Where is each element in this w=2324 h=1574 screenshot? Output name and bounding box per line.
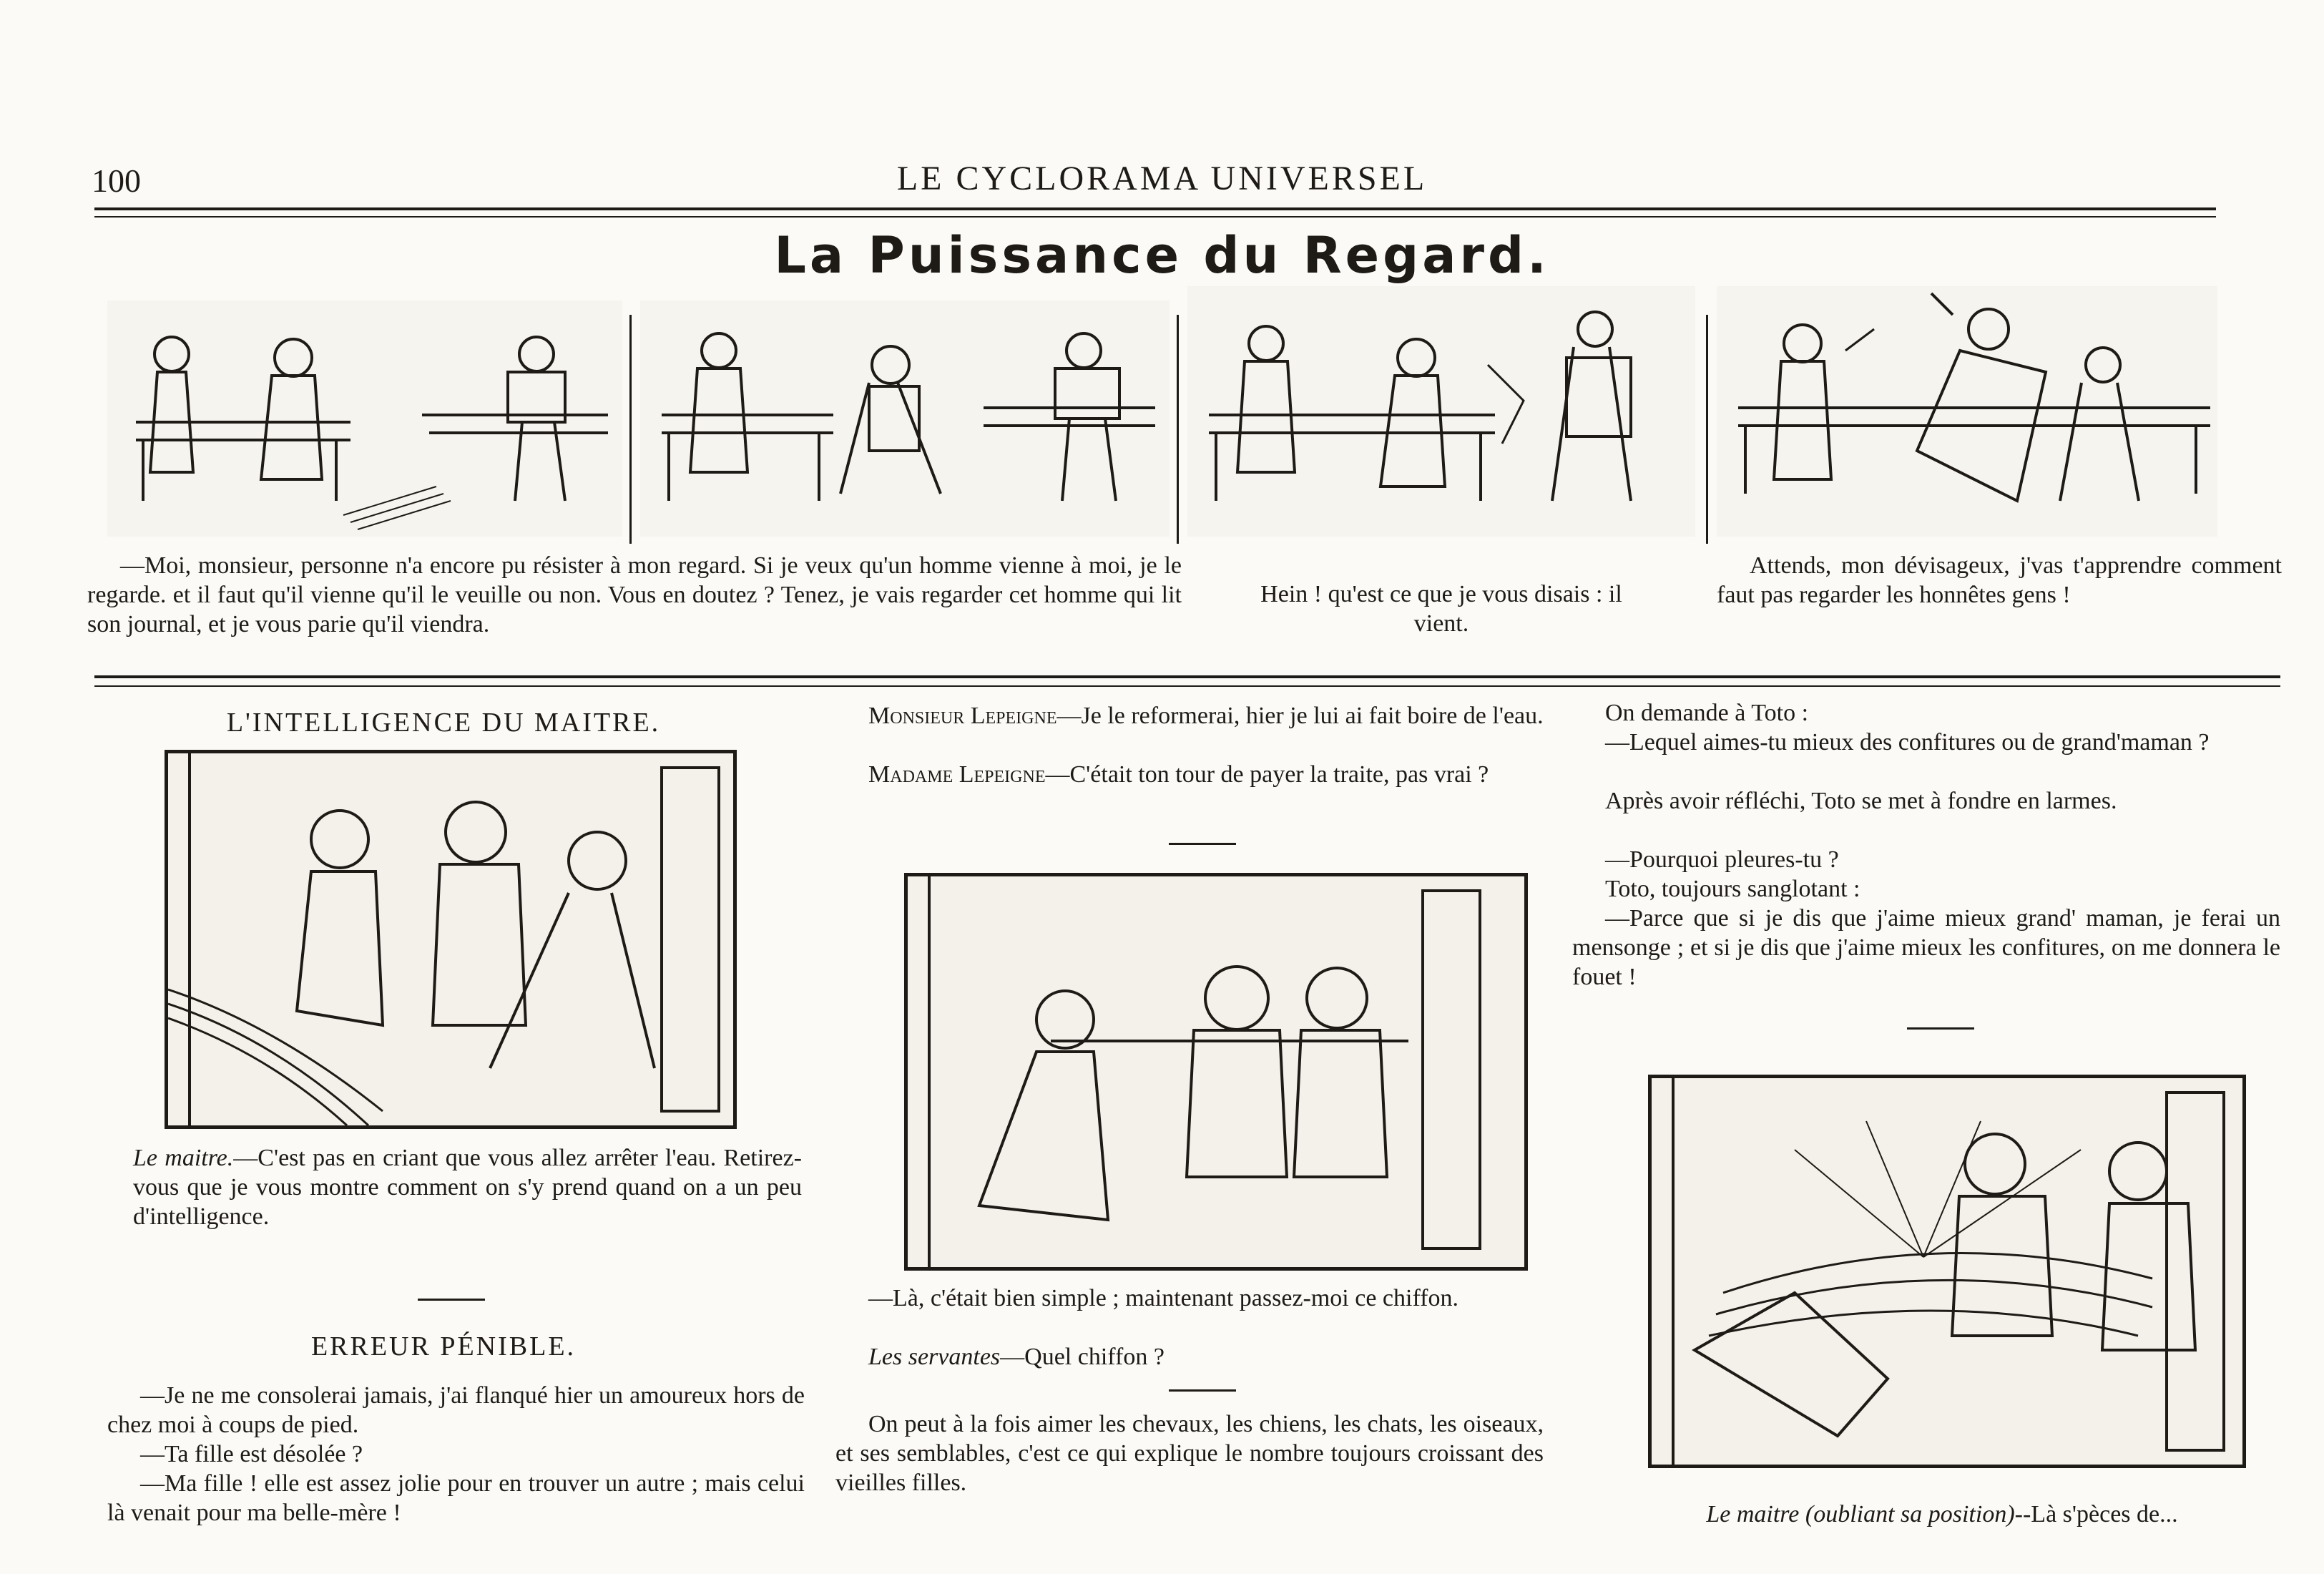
panel-divider-1: [629, 315, 632, 544]
servantes-reply: [835, 1342, 1544, 1372]
erreur-paragraph-1: —Je ne me consolerai jamais, j'ai flanqué hier un amoureux hors de chez moi à coups de pied.: [107, 1382, 805, 1438]
section-rule-bottom: [94, 685, 2280, 687]
lepeigne-line-1: [835, 701, 1544, 730]
comic-panel-3: [1187, 286, 1695, 537]
toto-paragraph-3: Après avoir réfléchi, Toto se met à fondre en larmes.: [1605, 788, 2117, 814]
intelligence-caption-speaker: Le maitre.: [133, 1145, 234, 1171]
intelligence-caption-text: —C'est pas en criant que vous allez arrêter l'eau. Retirez-vous que je vous montre comment on s'y prend quand on a un peu d'intelligence.: [133, 1145, 802, 1230]
servantes-speaker: Les servantes: [868, 1344, 1001, 1370]
illustration-intelligence: [165, 750, 737, 1129]
right-divider: [1907, 1027, 1974, 1030]
lepeigne-line-2: [835, 760, 1544, 789]
panel-divider-2: [1177, 315, 1179, 544]
panel-4-illustration: [1717, 286, 2217, 537]
servantes-caption: —Là, c'était bien simple ; maintenant passez-moi ce chiffon.: [868, 1285, 1458, 1311]
left-divider: [418, 1299, 485, 1301]
maitre-oubliant-speaker: Le maitre (oubliant sa position): [1706, 1501, 2015, 1527]
intelligence-caption: [133, 1143, 802, 1231]
servantes-illustration: [908, 876, 1524, 1267]
comic-title: La Puissance du Regard.: [774, 226, 1550, 285]
comic-caption-1: —Moi, monsieur, personne n'a encore pu résister à mon regard. Si je veux qu'un homme vienne à moi, je le regarde. et il faut qu'il vienne qu'il le veuille ou non. Vous en doutez ? Tenez, je vais regarder cet homme qui lit son journal, et je vous parie qu'il viendra.: [87, 552, 1182, 637]
middle-divider-2: [1169, 1389, 1236, 1392]
lepeigne-text-2: —C'était ton tour de payer la traite, pas vrai ?: [1045, 761, 1489, 788]
erreur-paragraph-2: —Ta fille est désolée ?: [140, 1441, 363, 1467]
panel-3-illustration: [1187, 286, 1695, 537]
comic-panel-2: [640, 300, 1170, 537]
lepeigne-speaker-2: Madame Lepeigne: [868, 761, 1046, 788]
middle-divider-1: [1169, 843, 1236, 845]
toto-paragraph-4: —Pourquoi pleures-tu ?: [1605, 846, 1839, 873]
toto-paragraph-5: Toto, toujours sanglotant :: [1605, 876, 1860, 902]
servantes-reply-text: —Quel chiffon ?: [1000, 1344, 1165, 1370]
toto-paragraph-6: —Parce que si je dis que j'aime mieux grand' maman, je ferai un mensonge ; et si je dis que j'aime mieux les confitures, on me donnera le fouet !: [1572, 905, 2280, 990]
comic-panel-1: [107, 300, 622, 537]
lepeigne-speaker-1: Monsieur Lepeigne: [868, 703, 1057, 729]
illustration-maitre-oubliant: [1648, 1075, 2246, 1468]
panel-2-illustration: [640, 300, 1170, 537]
maitre-oubliant-caption: [1588, 1500, 2296, 1529]
panel-1-illustration: [107, 300, 622, 537]
lepeigne-text-1: —Je le reformerai, hier je lui ai fait boire de l'eau.: [1056, 703, 1544, 729]
section-rule-top: [94, 675, 2280, 678]
vieilles-filles-joke: On peut à la fois aimer les chevaux, les chiens, les chats, les oiseaux, et ses semblables, c'est ce qui explique le nombre toujours croissant des vieilles filles.: [835, 1411, 1544, 1496]
header-rule-bottom: [94, 216, 2216, 217]
erreur-paragraph-3: —Ma fille ! elle est assez jolie pour en trouver un autre ; mais celui là venait pour ma belle-mère !: [107, 1470, 805, 1526]
left-heading: L'INTELLIGENCE DU MAITRE.: [226, 708, 661, 738]
panel-divider-3: [1706, 315, 1708, 544]
running-title: LE CYCLORAMA UNIVERSEL: [896, 160, 1428, 197]
page-number: 100: [92, 162, 141, 199]
left-heading-2: ERREUR PÉNIBLE.: [310, 1331, 577, 1362]
toto-paragraph-1: On demande à Toto :: [1605, 700, 1809, 726]
illustration-servantes: [904, 873, 1528, 1271]
comic-caption-2: Hein ! qu'est ce que je vous disais : il vient.: [1260, 581, 1622, 637]
header-rule-top: [94, 207, 2216, 210]
comic-caption-3: Attends, mon dévisageux, j'vas t'apprendre comment faut pas regarder les honnêtes gens !: [1717, 552, 2282, 608]
toto-paragraph-2: —Lequel aimes-tu mieux des confitures ou de grand'maman ?: [1605, 729, 2210, 756]
maitre-oubliant-text: --Là s'pèces de...: [2014, 1501, 2178, 1527]
intelligence-illustration: [168, 753, 733, 1125]
comic-panel-4: [1717, 286, 2217, 537]
maitre-oubliant-illustration: [1652, 1078, 2242, 1465]
